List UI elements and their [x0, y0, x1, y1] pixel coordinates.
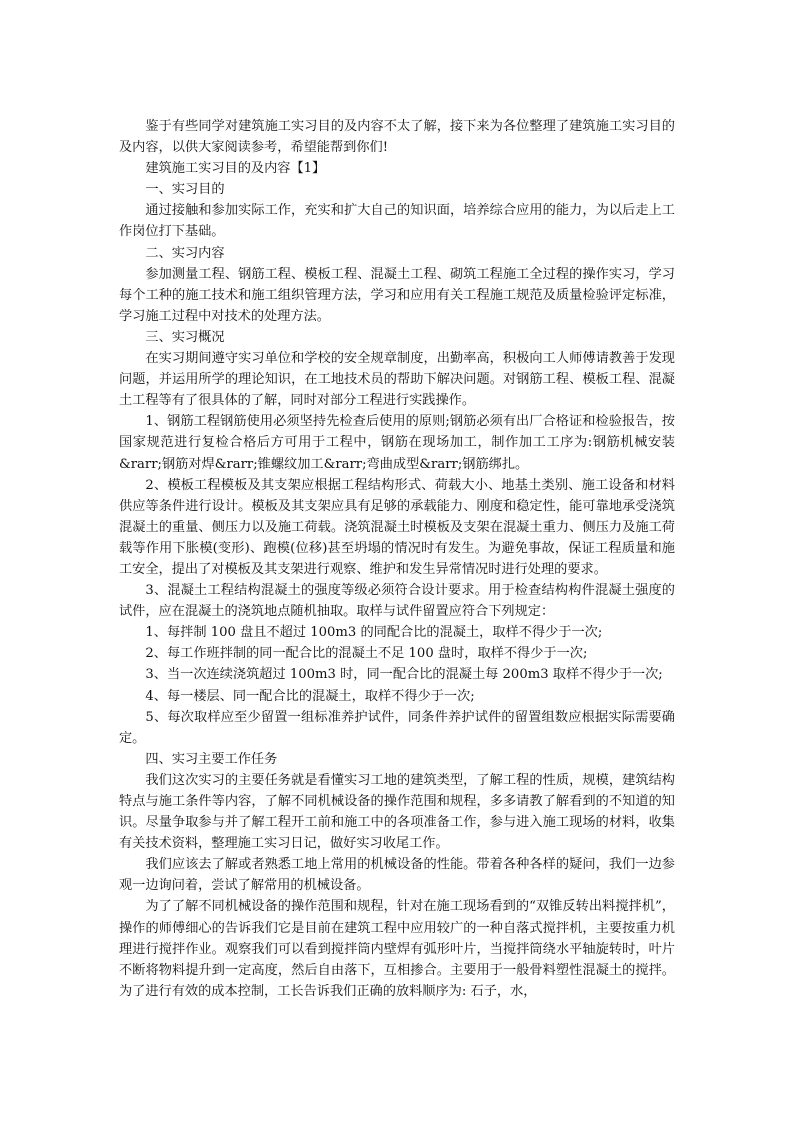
- paragraph: 在实习期间遵守实习单位和学校的安全规章制度，出勤率高，积极向工人师傅请教善于发现问题，并运用所学的理论知识，在工地技术员的帮助下解决问题。对钢筋工程、模板工程、混凝土工程等有了很具体的了解，同时对部分工程进行实践操作。: [119, 351, 675, 409]
- list-item: 5、每次取样应至少留置一组标准养护试件，同条件养护试件的留置组数应根据实际需要确定。: [119, 709, 675, 746]
- heading-main-tasks: 四、实习主要工作任务: [145, 751, 278, 767]
- paragraph: 3、混凝土工程结构混凝土的强度等级必须符合设计要求。用于检查结构构件混凝土强度的试件，应在混凝土的浇筑地点随机抽取。取样与试件留置应符合下列规定：: [119, 583, 675, 620]
- heading-practice-content: 二、实习内容: [145, 245, 225, 261]
- paragraph: 我们这次实习的主要任务就是看懂实习工地的建筑类型，了解工程的性质，规模，建筑结构特点与施工条件等内容，了解不同机械设备的操作范围和规程，多多请教了解看到的不知道的知识。尽量争取参与并了解工程开工前和施工中的各项准备工作，参与进入施工现场的材料，收集有关技术资料，整理施工实习日记，做好实习收尾工作。: [119, 772, 675, 852]
- list-item: 2、每工作班拌制的同一配合比的混凝土不足 100 盘时，取样不得少于一次;: [145, 646, 588, 662]
- paragraph: 我们应该去了解或者熟悉工地上常用的机械设备的性能。带着各种各样的疑问，我们一边参观一边询问着，尝试了解常用的机械设备。: [119, 857, 675, 894]
- paragraph: 通过接触和参加实际工作，充实和扩大自己的知识面，培养综合应用的能力，为以后走上工作岗位打下基础。: [119, 203, 675, 240]
- paragraph: 参加测量工程、钢筋工程、模板工程、混凝土工程、砌筑工程施工全过程的操作实习，学习每个工种的施工技术和施工组织管理方法，学习和应用有关工程施工规范及质量检验评定标准，学习施工过程中对技术的处理方法。: [119, 266, 675, 324]
- heading-practice-purpose: 一、实习目的: [145, 182, 225, 198]
- section-title: 建筑施工实习目的及内容【1】: [145, 161, 326, 177]
- intro-paragraph: 鉴于有些同学对建筑施工实习目的及内容不太了解，接下来为各位整理了建筑施工实习目的及内容，以供大家阅读参考，希望能帮到你们!: [119, 119, 675, 156]
- paragraph: 2、模板工程模板及其支架应根据工程结构形式、荷载大小、地基土类别、施工设备和材料供应等条件进行设计。模板及其支架应具有足够的承载能力、刚度和稳定性，能可靠地承受浇筑混凝土的重量、侧压力以及施工荷载。浇筑混凝土时模板及支架在混凝土重力、侧压力及施工荷载等作用下胀模(变形)、跑模(位移)甚至坍塌的情况时有发生。为避免事故，保证工程质量和施工安全，提出了对模板及其支架进行观察、维护和发生异常情况时进行处理的要求。: [119, 477, 675, 577]
- list-item: 3、当一次连续浇筑超过 100m3 时，同一配合比的混凝土每 200m3 取样不得少于一次;: [145, 667, 663, 683]
- list-item: 4、每一楼层、同一配合比的混凝土，取样不得少于一次;: [145, 688, 475, 704]
- heading-practice-overview: 三、实习概况: [145, 329, 225, 345]
- document-body: [119, 116, 675, 1002]
- paragraph: 1、钢筋工程钢筋使用必须坚持先检查后使用的原则;钢筋必须有出厂合格证和检验报告，按国家规范进行复检合格后方可用于工程中，钢筋在现场加工，制作加工工序为:钢筋机械安装&rarr;钢筋对焊&rarr;锥螺纹加工&rarr;弯曲成型&rarr;钢筋绑扎。: [119, 414, 675, 472]
- paragraph: 为了了解不同机械设备的操作范围和规程，针对在施工现场看到的“双锥反转出料搅拌机”，操作的师傅细心的告诉我们它是目前在建筑工程中应用较广的一种自落式搅拌机，主要按重力机理进行搅拌作业。观察我们可以看到搅拌筒内壁焊有弧形叶片，当搅拌筒绕水平轴旋转时，叶片不断将物料提升到一定高度，然后自由落下，互相掺合。主要用于一般骨料塑性混凝土的搅拌。为了进行有效的成本控制，工长告诉我们正确的放料顺序为: 石子，水，: [119, 899, 675, 999]
- list-item: 1、每拌制 100 盘且不超过 100m3 的同配合比的混凝土，取样不得少于一次;: [145, 625, 603, 641]
